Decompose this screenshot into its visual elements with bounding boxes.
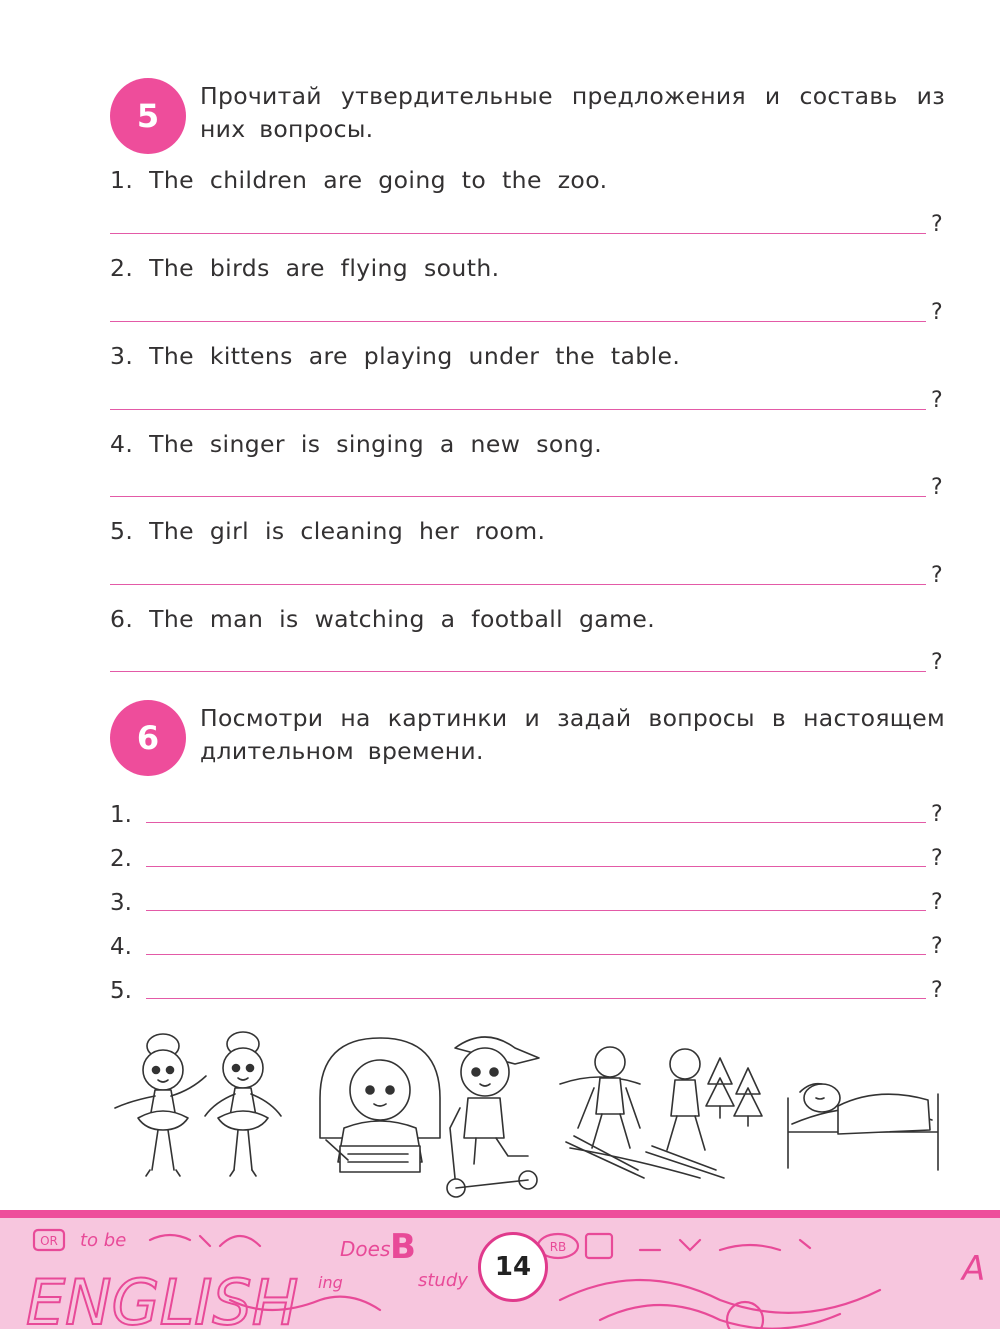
- task-5-sentence: 2. The birds are flying south.: [110, 254, 500, 282]
- task-5-title: Прочитай утвердительные предложения и составь из них вопросы.: [200, 82, 945, 143]
- task-5-answer-line[interactable]: [110, 233, 926, 234]
- task-5-sentence: 4. The singer is singing a new song.: [110, 430, 603, 458]
- task-5-sentence: 1. The children are going to the zoo.: [110, 166, 608, 194]
- task-6-item-number: 1.: [110, 802, 132, 828]
- task-6-item-number: 4.: [110, 934, 132, 960]
- task-6-item-number: 3.: [110, 890, 132, 916]
- question-mark: ?: [931, 802, 943, 827]
- task-6-number: 6: [136, 719, 160, 757]
- ballerinas-illustration: [115, 1032, 281, 1176]
- pictures-strip: [100, 1028, 945, 1198]
- task-5-badge: [110, 78, 186, 154]
- task-5-answer-line[interactable]: [110, 671, 926, 672]
- task-6-answer-line[interactable]: [146, 954, 926, 955]
- task-6-item-number: 5.: [110, 978, 132, 1004]
- doodle-word: study: [418, 1270, 468, 1291]
- sleeping-child-illustration: [788, 1084, 938, 1170]
- question-mark: ?: [931, 978, 943, 1003]
- page-number: [478, 1232, 548, 1302]
- skiers-illustration: [560, 1047, 762, 1178]
- task-6-badge: [110, 700, 186, 776]
- task-5-sentence: 5. The girl is cleaning her room.: [110, 517, 546, 545]
- doodle-word: B: [390, 1227, 416, 1267]
- doodle-word: A: [962, 1249, 986, 1289]
- doodle-word: ing: [318, 1273, 343, 1292]
- task-5-sentence: 3. The kittens are playing under the table.: [110, 342, 681, 370]
- task-6-answer-line[interactable]: [146, 866, 926, 867]
- doodle-word: RB: [549, 1240, 567, 1254]
- task-5-answer-line[interactable]: [110, 496, 926, 497]
- task-5-sentence: 6. The man is watching a football game.: [110, 605, 656, 633]
- question-mark: ?: [931, 934, 943, 959]
- doodle-word: to be: [80, 1230, 127, 1251]
- task-6-item-number: 2.: [110, 846, 132, 872]
- question-mark: ?: [931, 388, 943, 413]
- page-number-text: 14: [494, 1252, 532, 1282]
- task-6-title: Посмотри на картинки и задай вопросы в настоящем длительном времени.: [200, 704, 945, 765]
- task-6-answer-line[interactable]: [146, 822, 926, 823]
- doodle-word: OR: [40, 1234, 58, 1248]
- task-6-answer-line[interactable]: [146, 910, 926, 911]
- boy-scooter-illustration: [447, 1037, 539, 1197]
- question-mark: ?: [931, 300, 943, 325]
- question-mark: ?: [931, 475, 943, 500]
- task-5-answer-line[interactable]: [110, 321, 926, 322]
- doodle-word: Does: [340, 1237, 391, 1261]
- question-mark: ?: [931, 890, 943, 915]
- task-5-answer-line[interactable]: [110, 584, 926, 585]
- question-mark: ?: [931, 846, 943, 871]
- page-footer: [0, 1210, 1000, 1329]
- doodle-english-word: ENGLISH: [26, 1266, 299, 1329]
- task-5-number: 5: [136, 97, 160, 135]
- question-mark: ?: [931, 212, 943, 237]
- girl-writing-illustration: [320, 1038, 440, 1172]
- question-mark: ?: [931, 650, 943, 675]
- task-5-answer-line[interactable]: [110, 409, 926, 410]
- question-mark: ?: [931, 563, 943, 588]
- task-6-answer-line[interactable]: [146, 998, 926, 999]
